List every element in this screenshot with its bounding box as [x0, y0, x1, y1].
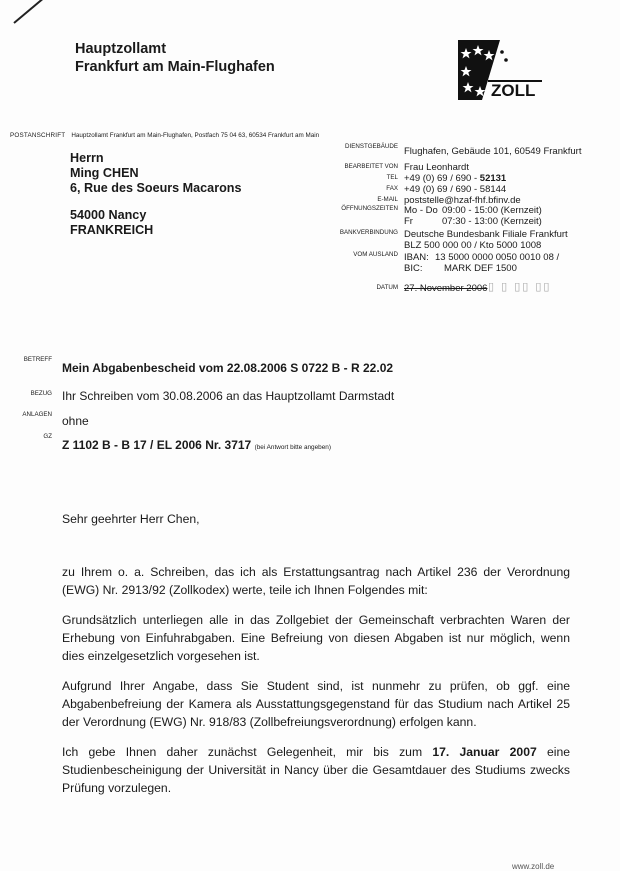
- email-value: poststelle@hzaf-fhf.bfinv.de: [404, 195, 521, 206]
- bank-line-2: BLZ 500 000 00 / Kto 5000 1008: [404, 240, 542, 251]
- bezug-label: BEZUG: [30, 390, 52, 397]
- paragraph-1: zu Ihrem o. a. Schreiben, das ich als Erstattungsantrag nach Artikel 236 der Verordnung (EWG) Nr. 2913/92 (Zollkodex) werte, teile ich Ihnen Folgendes mit:: [62, 565, 570, 597]
- oeffnung-row-1: Mo - Do 09:00 - 15:00 (Kernzeit): [404, 205, 542, 216]
- betreff-value: Mein Abgabenbescheid vom 22.08.2006 S 0722 B - R 22.02: [62, 361, 394, 375]
- letter-salutation: Sehr geehrter Herr Chen,: [62, 512, 200, 526]
- paragraph-3: Aufgrund Ihrer Angabe, dass Sie Student sind, ist nunmehr zu prüfen, ob ggf. eine Abgabenbefreiung der Kamera als Ausstattungsgegenstand für das Studium nach Artikel 25 der Verordnung (EWG) Nr. 918/83 (Zollbefreiungsverordnung) erfolgen kann.: [62, 679, 570, 729]
- tel-extension: 52131: [479, 173, 507, 184]
- bearbeitet-value: Frau Leonhardt: [404, 162, 469, 173]
- deadline-date: 17. Januar 2007: [432, 745, 537, 759]
- gz-label: GZ: [43, 433, 52, 440]
- bearbeitet-label: BEARBEITET VON: [344, 163, 398, 170]
- ausland-label: VOM AUSLAND: [353, 251, 398, 258]
- return-address: [10, 132, 319, 139]
- gz-note: (bei Antwort bitte angeben): [254, 444, 331, 451]
- datum-value: 27. November 2006: [404, 283, 488, 294]
- gz-value: Z 1102 B - B 17 / EL 2006 Nr. 3717 (bei Antwort bitte angeben): [62, 438, 331, 452]
- iban-row: IBAN: 13 5000 0000 0050 0010 08 /: [404, 252, 560, 263]
- tel-value: +49 (0) 69 / 690 - 52131: [404, 173, 507, 184]
- recipient-street: 6, Rue des Soeurs Macarons: [70, 181, 242, 195]
- sender-block: [75, 40, 275, 76]
- bezug-value: Ihr Schreiben vom 30.08.2006 an das Hauptzollamt Darmstadt: [62, 389, 395, 403]
- postanschrift-text: Hauptzollamt Frankfurt am Main-Flughafen, Postfach 75 04 63, 60534 Frankfurt am Main: [71, 132, 320, 139]
- bank-line-1: Deutsche Bundesbank Filiale Frankfurt: [404, 229, 568, 240]
- recipient-address: [70, 151, 241, 238]
- recipient-city: 54000 Nancy: [70, 208, 147, 222]
- sender-line-1: Hauptzollamt: [75, 41, 167, 57]
- date-stamp-mark: ▯ ▯ ▯▯ ▯▯: [488, 281, 552, 293]
- footer-website: www.zoll.de: [512, 862, 555, 871]
- datum-label: DATUM: [376, 284, 398, 291]
- betreff-label: BETREFF: [23, 356, 52, 363]
- anlagen-value: ohne: [62, 414, 89, 428]
- logo-text: ZOLL: [491, 81, 536, 100]
- paragraph-2: Grundsätzlich unterliegen alle in das Zollgebiet der Gemeinschaft verbrachten Waren der Erhebung von Einfuhrabgaben. Eine Befreiung von diesen Abgaben ist nur möglich, wenn dies einzelgesetzlich vorgesehen ist.: [62, 613, 570, 663]
- bic-row: BIC: MARK DEF 1500: [404, 263, 517, 274]
- pen-mark: [13, 0, 48, 24]
- dienstgebaeude-value: Flughafen, Gebäude 101, 60549 Frankfurt: [404, 146, 582, 157]
- email-label: E-MAIL: [377, 196, 398, 203]
- tel-label: TEL: [386, 174, 398, 181]
- oeffnung-label: ÖFFNUNGSZEITEN: [341, 205, 398, 212]
- dienstgebaeude-label: DIENSTGEBÄUDE: [345, 143, 398, 150]
- fax-value: +49 (0) 69 / 690 - 58144: [404, 184, 507, 195]
- sender-line-2: Frankfurt am Main-Flughafen: [75, 59, 275, 75]
- recipient-country: FRANKREICH: [70, 223, 154, 237]
- recipient-name: Ming CHEN: [70, 166, 139, 180]
- bank-label: BANKVERBINDUNG: [339, 229, 398, 236]
- fax-label: FAX: [386, 185, 398, 192]
- paragraph-4: Ich gebe Ihnen daher zunächst Gelegenheit, mir bis zum 17. Januar 2007 eine Studienbescheinigung der Universität in Nancy über die Gesamtdauer des Studiums zwecks Prüfung vorzulegen.: [62, 745, 570, 795]
- postanschrift-label: POSTANSCHRIFT: [10, 132, 66, 139]
- oeffnung-row-2: Fr 07:30 - 13:00 (Kernzeit): [404, 216, 542, 227]
- recipient-salutation: Herrn: [70, 151, 104, 165]
- anlagen-label: ANLAGEN: [22, 411, 52, 418]
- zoll-logo: [458, 40, 542, 100]
